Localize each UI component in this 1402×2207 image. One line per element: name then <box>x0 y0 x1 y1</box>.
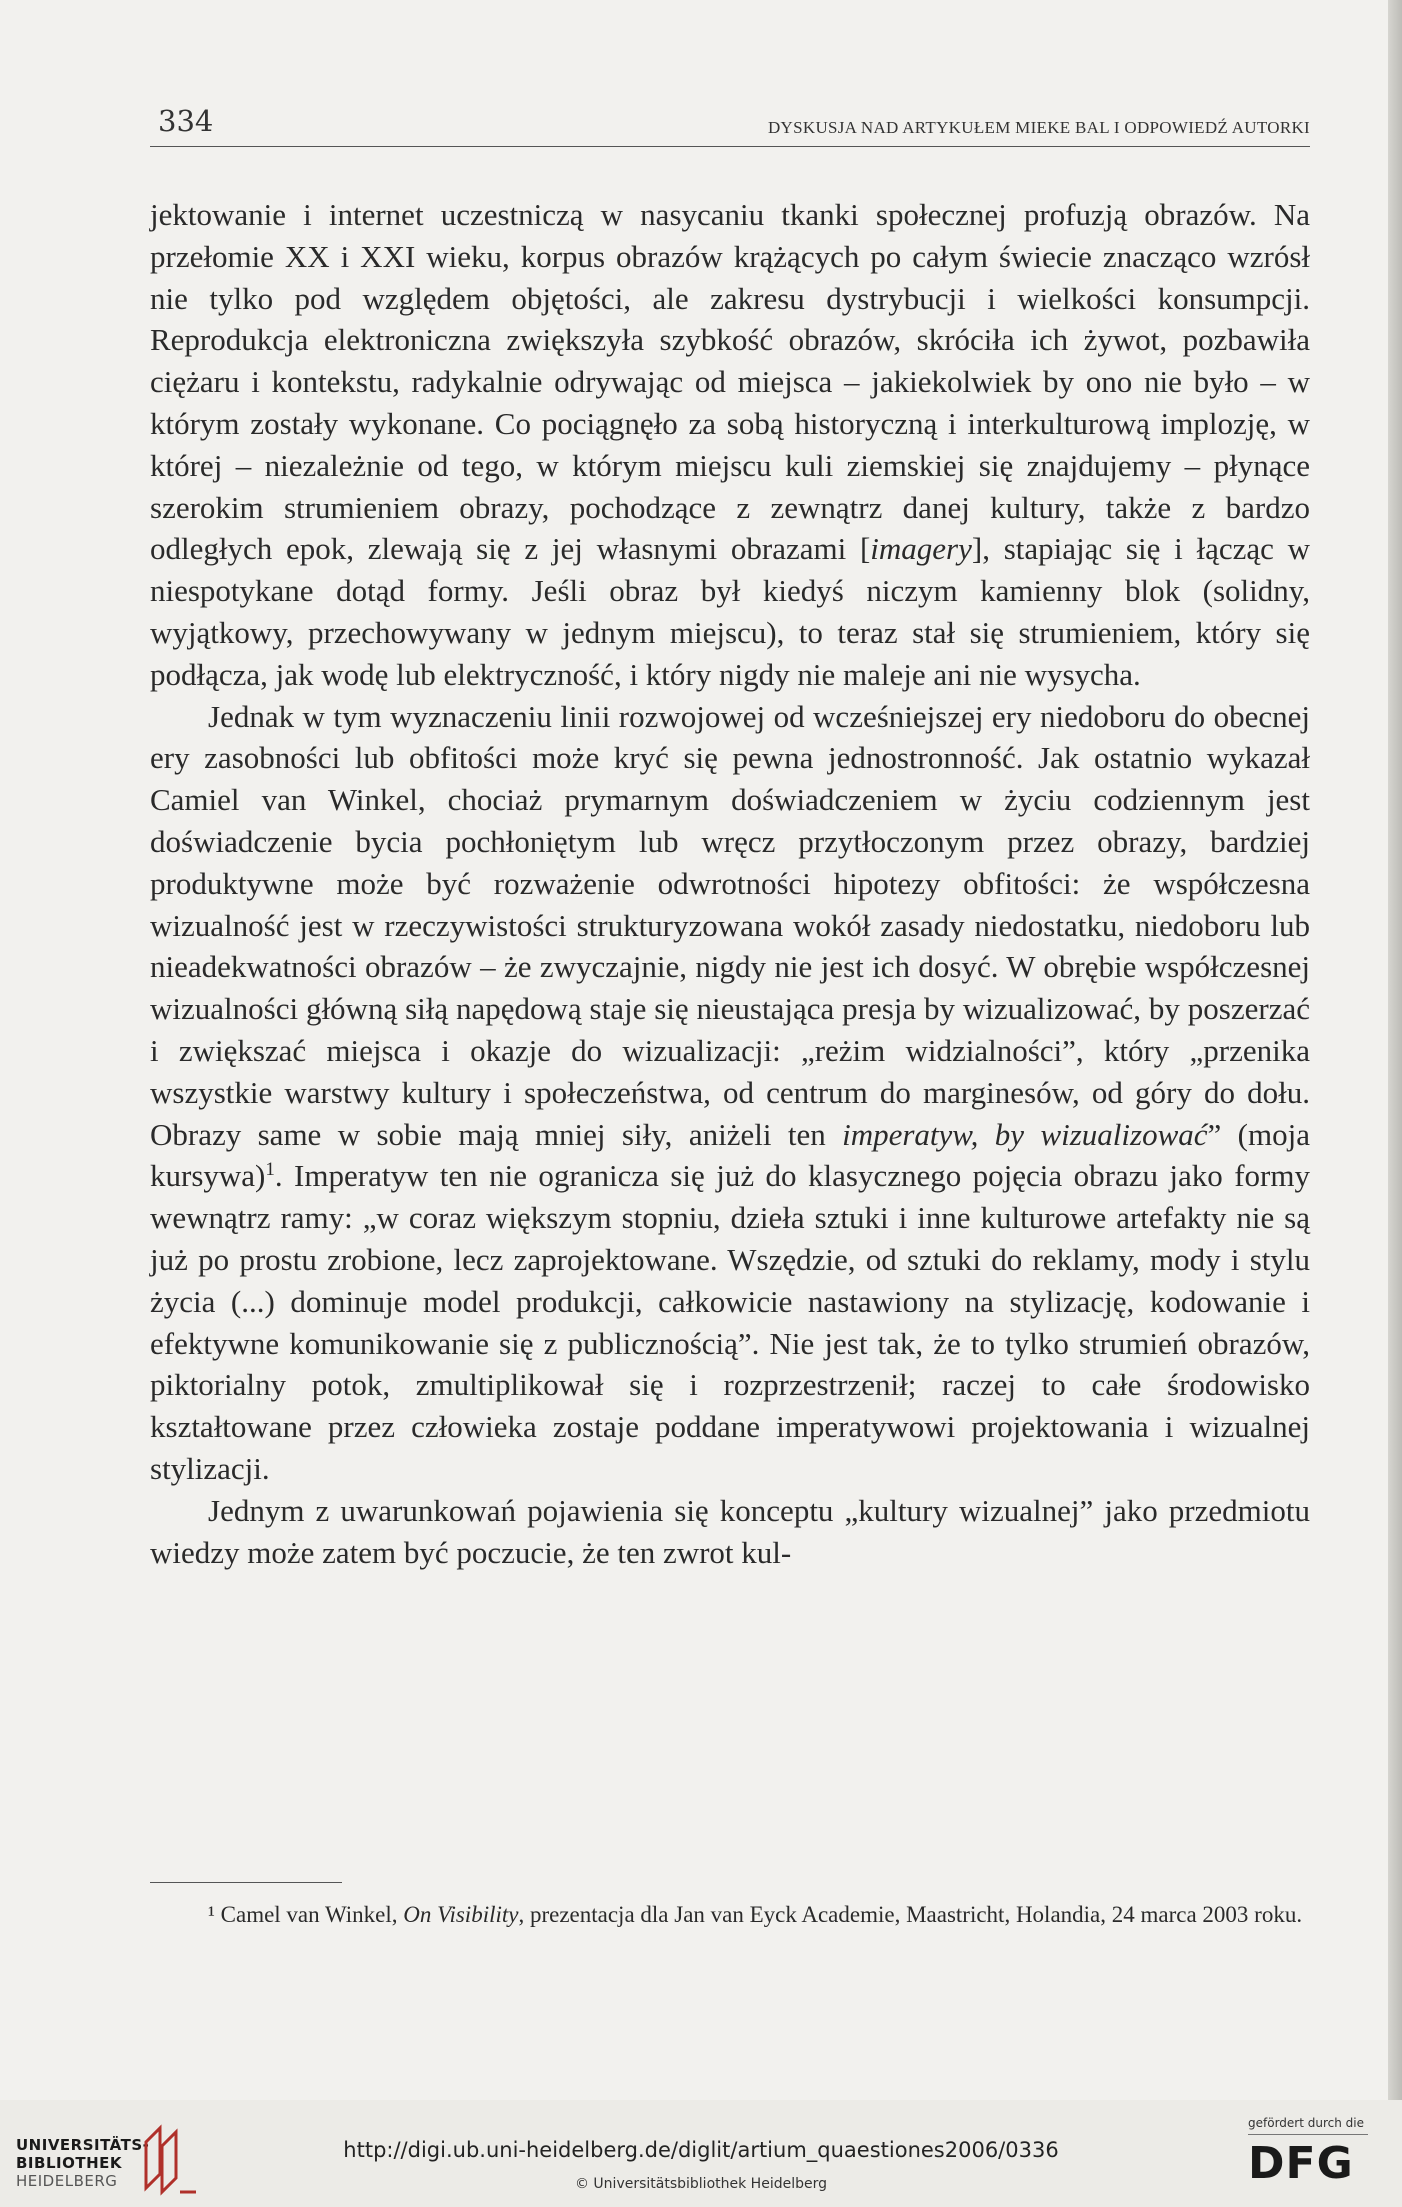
italic-term: imagery <box>870 531 972 567</box>
page-edge-shadow <box>1388 0 1402 2100</box>
permalink-url[interactable]: http://digi.ub.uni-heidelberg.de/diglit/artium_quaestiones2006/0336 <box>343 2138 1059 2162</box>
funder-divider <box>1248 2134 1368 2135</box>
italic-phrase: imperatyw, by wizualizować <box>842 1116 1208 1152</box>
dfg-logo: DFG <box>1248 2138 1354 2189</box>
funder-caption: gefördert durch die <box>1248 2116 1364 2130</box>
footnote: ¹ Camel van Winkel, On Visibility, prezentacja dla Jan van Eyck Academie, Maastricht, Holandia, 24 marca 2003 roku. <box>208 1902 1303 1927</box>
main-text <box>150 194 1310 1573</box>
library-name: UNIVERSITÄTS- BIBLIOTHEK HEIDELBERG <box>16 2136 150 2190</box>
running-head: DYSKUSJA NAD ARTYKUŁEM MIEKE BAL I ODPOWIEDŹ AUTORKI <box>767 118 1310 137</box>
page-header <box>150 102 1310 147</box>
paragraph-1: jektowanie i internet uczestniczą w nasycaniu tkanki społecznej profuzją obrazów. Na przełomie XX i XXI wieku, korpus obrazów krążących po całym świecie znacząco wzrósł nie tylko pod względem objętości, ale zakresu dystrybucji i wielkości konsumpcji. Reprodukcja elektroniczna zwiększyła szybkość obrazów, skróciła ich żywot, pozbawiła ciężaru i kontekstu, radykalnie odrywając od miejsca – jakiekolwiek by ono nie było – w którym zostały wykonane. Co pociągnęło za sobą historyczną i interkulturową implozję, w której – niezależnie od tego, w którym miejscu kuli ziemskiej się znajdujemy – płynące szerokim strumieniem obrazy, pochodzące z zewnątrz danej kultury, także z bardzo odległych epok, zlewają się z jej własnymi obrazami [imagery], stapiając się i łącząc w niespotykane dotąd formy. Jeśli obraz był kiedyś niczym kamienny blok (solidny, wyjątkowy, przechowywany w jednym miejscu), to teraz stał się strumieniem, który się podłącza, jak wodę lub elektryczność, i który nigdy nie maleje ani nie wysycha. <box>150 197 1310 692</box>
page-number: 334 <box>158 104 214 138</box>
footnote-title: On Visibility <box>403 1902 519 1927</box>
copyright-notice: © Universitätsbibliothek Heidelberg <box>574 2176 827 2192</box>
footnote-reference: 1 <box>265 1159 275 1181</box>
footnote-divider <box>150 1882 342 1883</box>
paragraph-3: Jednym z uwarunkowań pojawienia się konceptu „kultury wizualnej” jako przedmiotu wiedzy może zatem być poczucie, że ten zwrot kul- <box>150 1492 1310 1570</box>
digitization-footer <box>0 2110 1402 2207</box>
paragraph-2: Jednak w tym wyznaczeniu linii rozwojowej od wcześniejszej ery niedoboru do obecnej ery zasobności lub obfitości może kryć się pewna jednostronność. Jak ostatnio wykazał Camiel van Winkel, chociaż prymarnym doświadczeniem w życiu codziennym jest doświadczenie bycia pochłoniętym lub wręcz przytłoczonym przez obrazy, bardziej produktywne może być rozważenie odwrotności hipotezy obfitości: że współczesna wizualność jest w rzeczywistości strukturyzowana wokół zasady niedostatku, niedoboru lub nieadekwatności obrazów – że zwyczajnie, nigdy nie jest ich dosyć. W obrębie współczesnej wizualności główną siłą napędową staje się nieustająca presja by wizualizować, by poszerzać i zwiększać miejsca i okazje do wizualizacji: „reżim widzialności”, który „przenika wszystkie warstwy kultury i społeczeństwa, od centrum do marginesów, od góry do dołu. Obrazy same w sobie mają mniej siły, aniżeli ten imperatyw, by wizualizować” (moja kursywa)$^1$. Imperatyw ten nie ogranicza się już do klasycznego pojęcia obrazu jako formy wewnątrz ramy: „w coraz większym stopniu, dzieła sztuki i inne kulturowe artefakty nie są już po prostu zrobione, lecz zaprojektowane. Wszędzie, od sztuki do reklamy, mody i stylu życia (...) dominuje model produkcji, całkowicie nastawiony na stylizację, kodowanie i efektywne komunikowanie się z publicznością”. Nie jest tak, że to tylko strumień obrazów, piktorialny potok, zmultiplikował się i rozprzestrzenił; raczej to całe środowisko kształtowane przez człowieka zostaje poddane imperatywowi projektowania i wizualnej stylizacji. <box>150 698 1310 1486</box>
